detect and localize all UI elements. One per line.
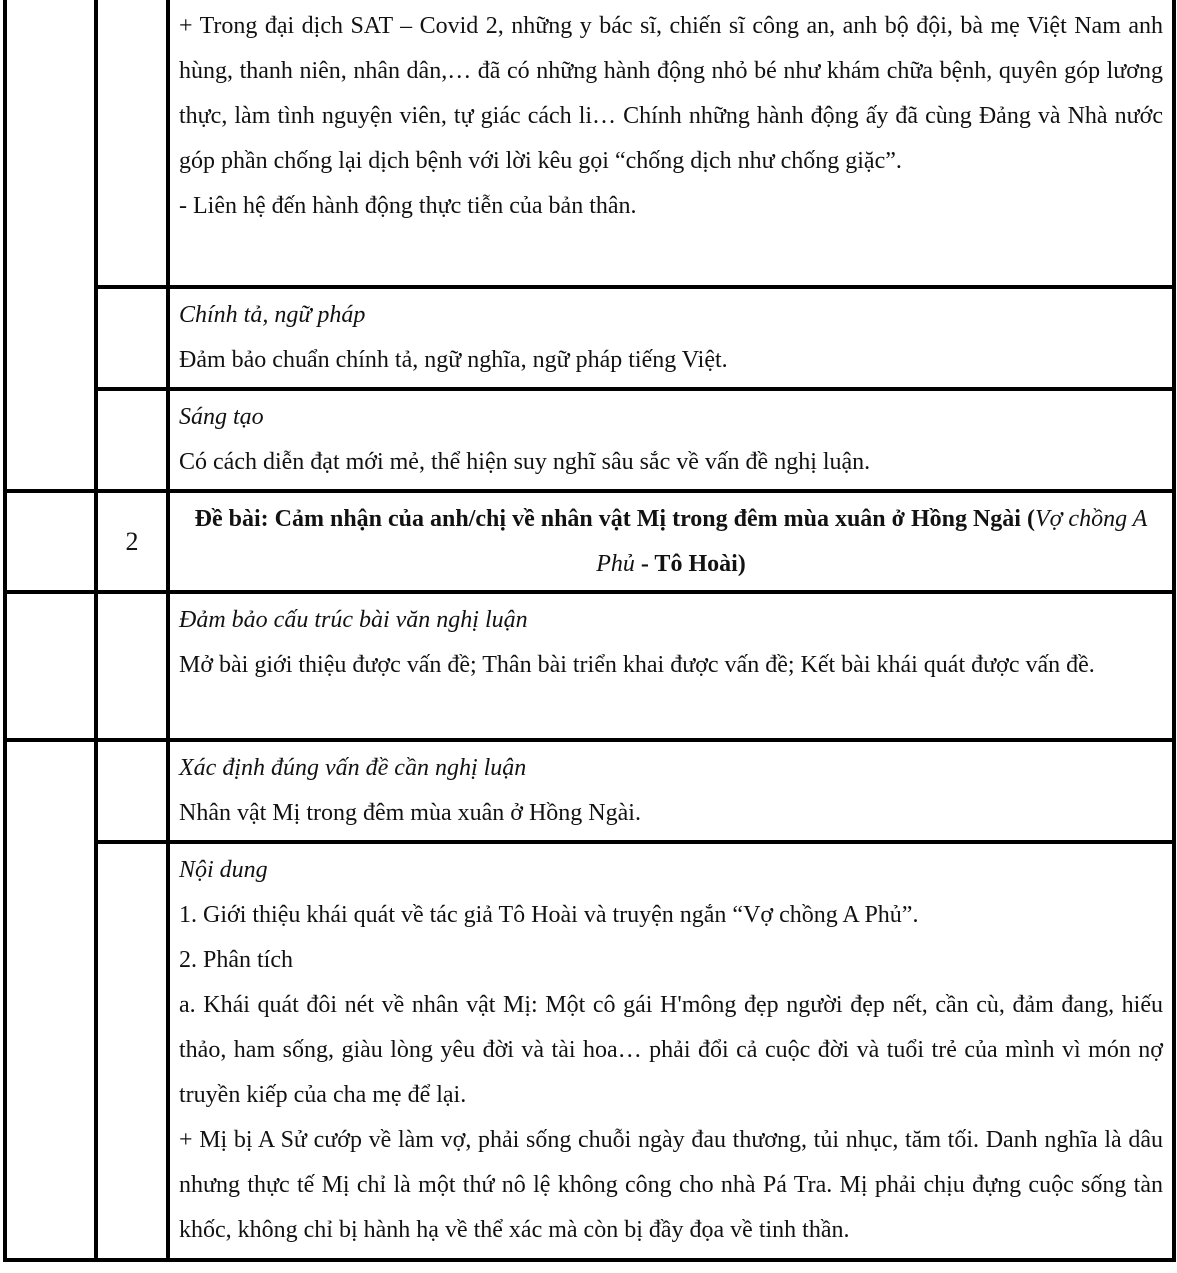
criterion-body-spelling: Đảm bảo chuẩn chính tả, ngữ nghĩa, ngữ pháp tiếng Việt. — [179, 347, 728, 373]
paragraph-analysis-label: 2. Phân tích — [179, 947, 293, 973]
cell-question2-title — [168, 491, 1174, 592]
cell-question2-number-empty — [5, 740, 96, 1260]
row-content-analysis — [5, 842, 1174, 1260]
cell-topic-content — [168, 740, 1174, 842]
row-question2-title — [5, 491, 1174, 592]
criterion-body-creativity: Có cách diễn đạt mới mẻ, thể hiện suy nghĩ sâu sắc về vấn đề nghị luận. — [179, 449, 871, 475]
cell-structure-score-empty — [96, 592, 168, 740]
criterion-heading-content: Nội dung — [179, 857, 268, 883]
criterion-heading-topic: Xác định đúng vấn đề cần nghị luận — [179, 755, 527, 781]
criterion-body-topic: Nhân vật Mị trong đêm mùa xuân ở Hồng Ngài. — [179, 800, 641, 826]
cell-spelling-score-empty — [96, 287, 168, 389]
cell-structure-left-empty — [5, 592, 96, 740]
question2-title-suffix: - Tô Hoài) — [634, 550, 746, 577]
row-creativity — [5, 389, 1174, 491]
cell-creativity-content — [168, 389, 1174, 491]
row-essay-structure — [5, 592, 1174, 740]
cell-analysis-content — [168, 842, 1174, 1260]
criterion-body-structure: Mở bài giới thiệu được vấn đề; Thân bài triển khai được vấn đề; Kết bài khái quát được vấn đề. — [179, 652, 1095, 678]
cell-content-score-empty — [96, 842, 168, 1260]
cell-question1-score-empty — [96, 0, 168, 287]
cell-spelling-content — [168, 287, 1174, 389]
criterion-heading-structure: Đảm bảo cấu trúc bài văn nghị luận — [179, 607, 528, 633]
paragraph-covid-examples: + Trong đại dịch SAT – Covid 2, những y bác sĩ, chiến sĩ công an, anh bộ đội, bà mẹ Việt Nam anh hùng, thanh niên, nhân dân,… đã có những hành động nhỏ bé như khám chữa bệnh, quyên góp lương thực, làm tình nguyện viên, tự giác cách li… Chính những hành động ấy đã cùng Đảng và Nhà nước góp phần chống lại dịch bệnh với lời kêu gọi “chống dịch như chống giặc”. — [179, 13, 1163, 174]
row-covid-liberal-arts — [5, 0, 1174, 287]
cell-creativity-score-empty — [96, 389, 168, 491]
paragraph-character-suffering: + Mị bị A Sử cướp về làm vợ, phải sống chuỗi ngày đau thương, tủi nhục, tăm tối. Danh nghĩa là dâu nhưng thực tế Mị chỉ là một thứ nô lệ không công cho nhà Pá Tra. Mị phải chịu đựng cuộc sống tàn khốc, không chỉ bị hành hạ về thể xác mà còn bị đầy đọa về tinh thần. — [179, 1127, 1163, 1243]
question2-title-prefix: Đề bài: Cảm nhận của anh/chị về nhân vật Mị trong đêm mùa xuân ở Hồng Ngài ( — [194, 505, 1035, 532]
cell-covid-content — [168, 0, 1174, 287]
cell-question1-number-empty — [5, 0, 96, 491]
paragraph-character-overview: a. Khái quát đôi nét về nhân vật Mị: Một cô gái H'mông đẹp người đẹp nết, cần cù, đảm đang, hiếu thảo, ham sống, giàu lòng yêu đời và tài hoa… phải đổi cả cuộc đời và tuổi trẻ của mình vì món nợ truyền kiếp của cha mẹ để lại. — [179, 992, 1163, 1108]
cell-structure-content — [168, 592, 1174, 740]
paragraph-self-reflection: - Liên hệ đến hành động thực tiễn của bản thân. — [179, 193, 637, 219]
question2-work-title: Vợ chồng A Phủ — [596, 505, 1148, 577]
paragraph-intro-author: 1. Giới thiệu khái quát về tác giả Tô Hoài và truyện ngắn “Vợ chồng A Phủ”. — [179, 902, 919, 928]
criterion-heading-creativity: Sáng tạo — [179, 404, 264, 430]
grading-rubric-table — [3, 0, 1176, 1262]
cell-topic-score-empty — [96, 740, 168, 842]
row-spelling-grammar — [5, 287, 1174, 389]
cell-question2-left-empty — [5, 491, 96, 592]
question-number: 2 — [96, 491, 168, 592]
criterion-heading-spelling: Chính tả, ngữ pháp — [179, 302, 366, 328]
row-identify-topic — [5, 740, 1174, 842]
